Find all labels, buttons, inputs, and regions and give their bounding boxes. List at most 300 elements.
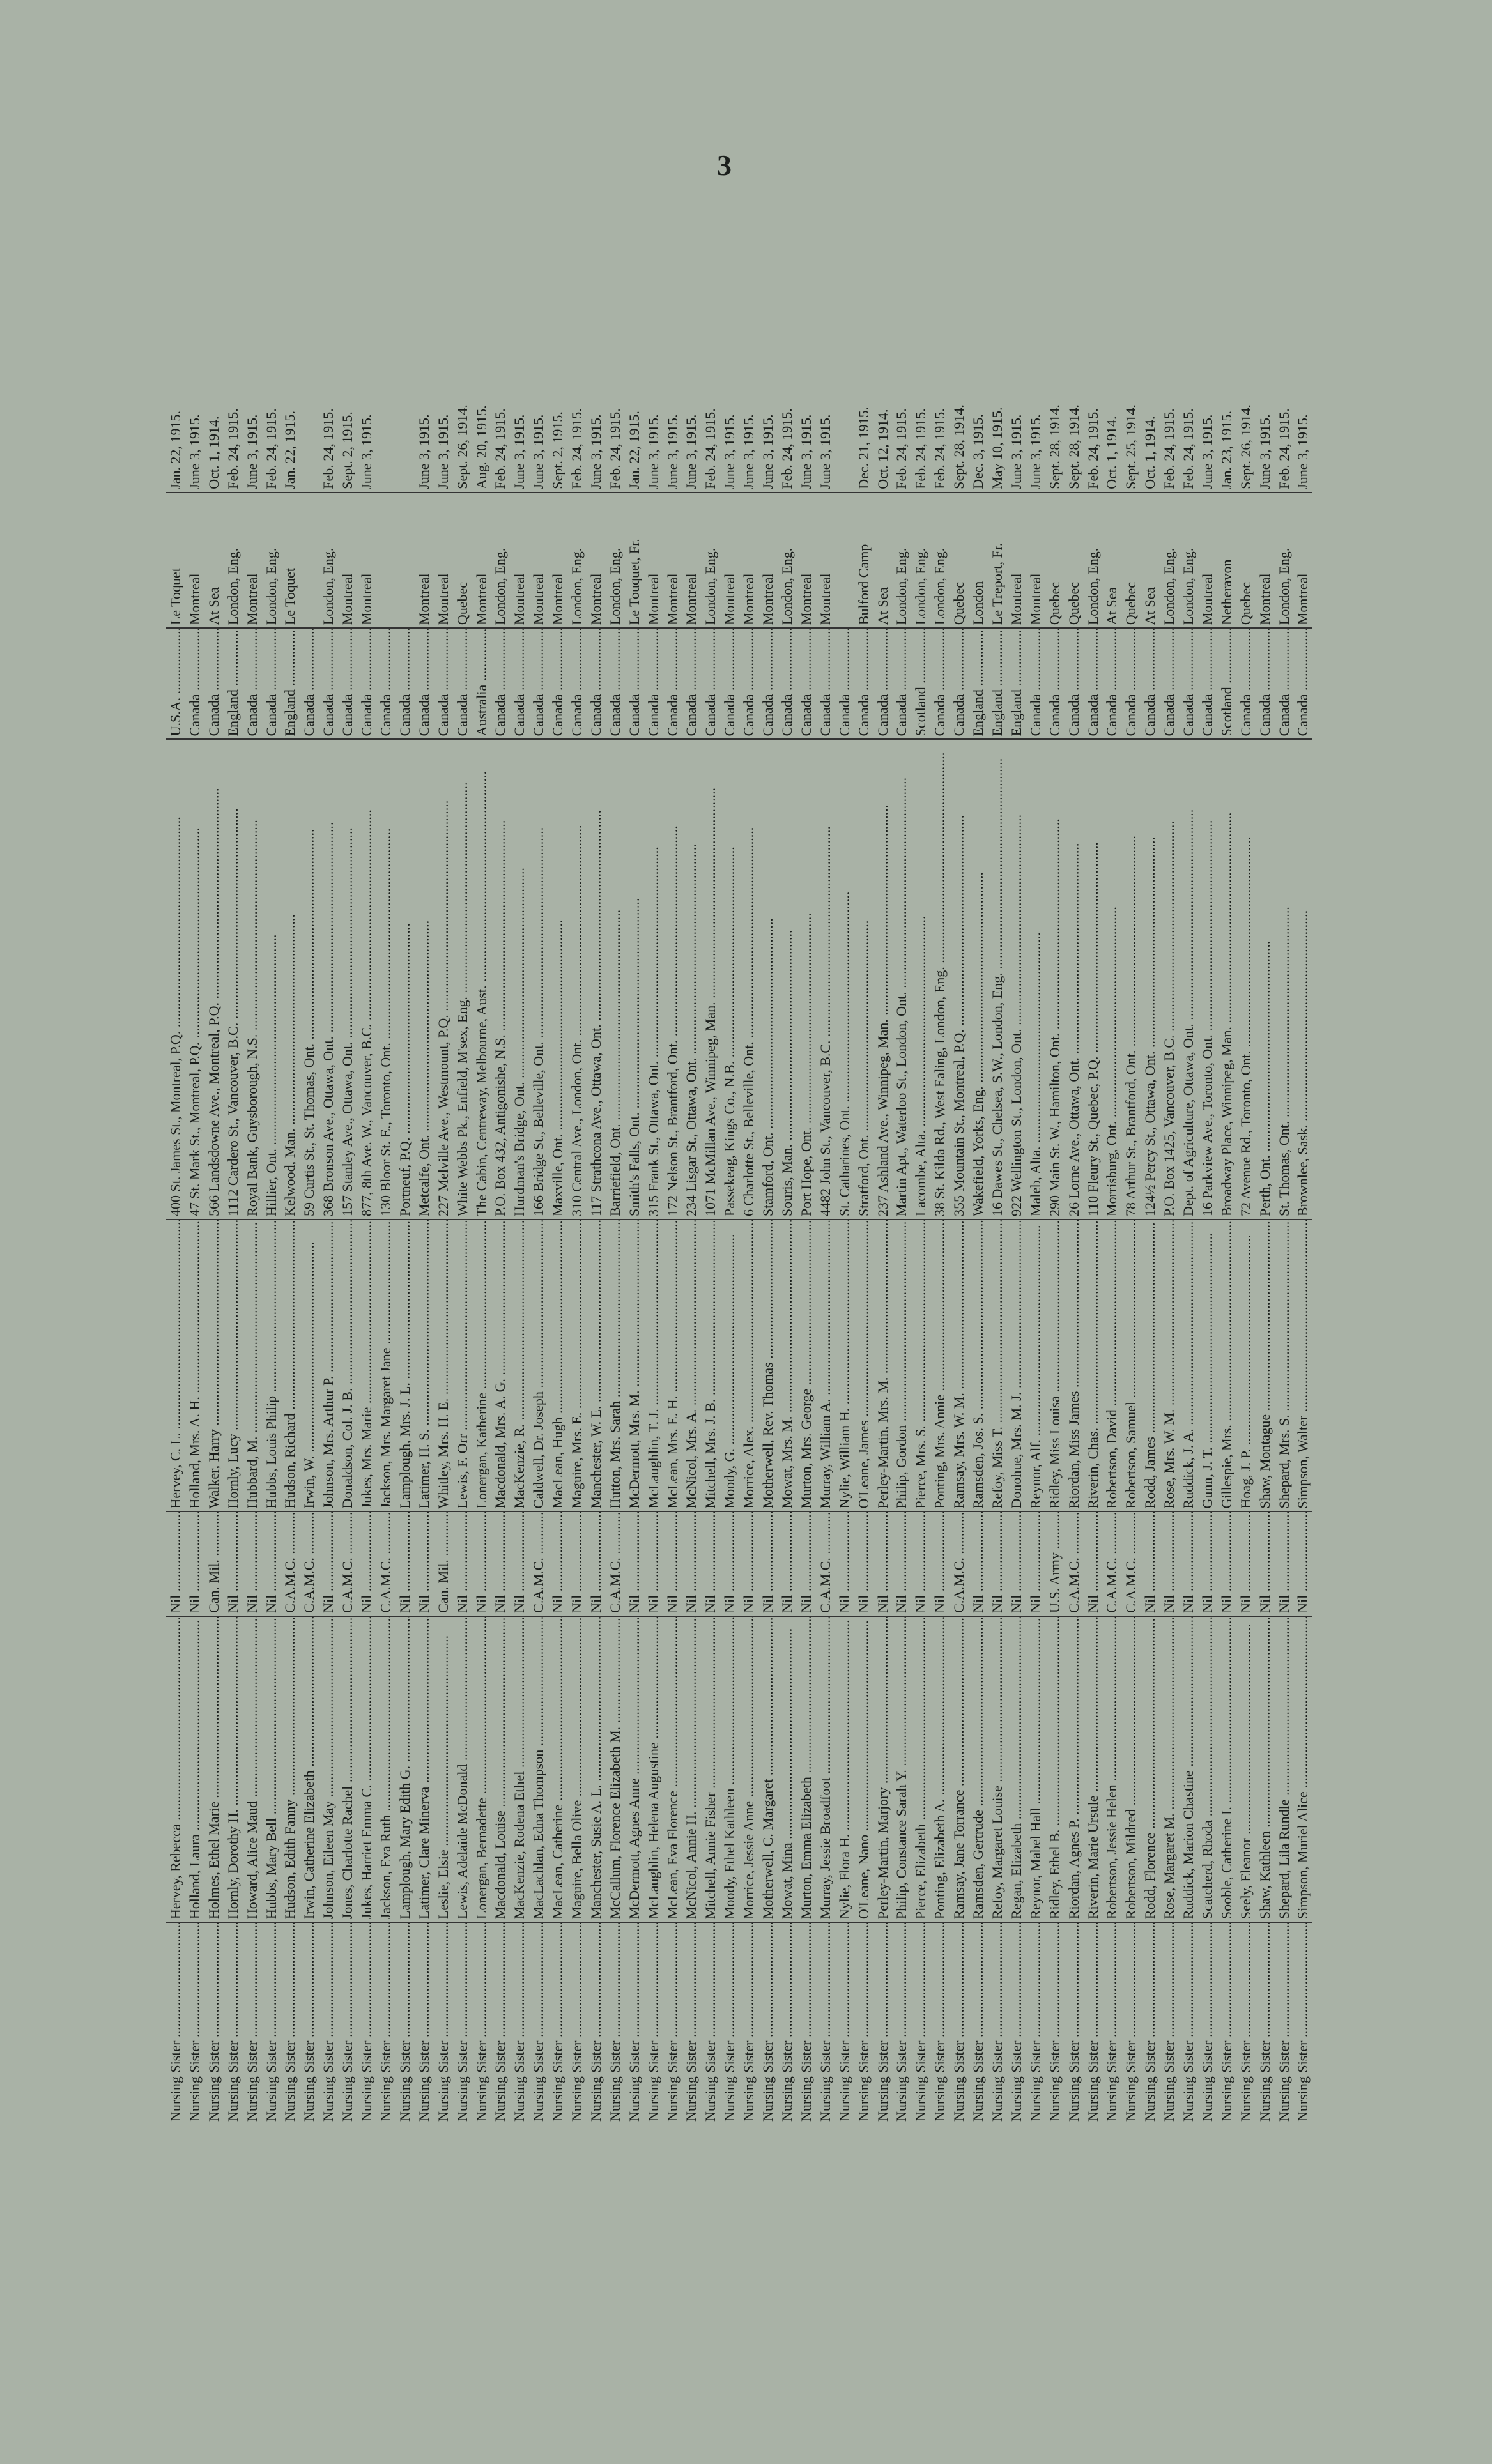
next-of-kin-cell-text: Walker, Harry ..... — [206, 1220, 222, 1508]
name-cell-text: Sooble, Catherine I. ..... — [1219, 1616, 1234, 1919]
next-of-kin-cell — [873, 1220, 893, 1511]
birthplace-cell-text: Canada ..... — [530, 628, 546, 736]
previous-service-cell — [1045, 1511, 1065, 1616]
date-cell-text: Oct. 1, 1914. — [1142, 416, 1158, 489]
previous-service-cell-text: Nil ..... — [1199, 1511, 1215, 1612]
birthplace-cell-text: Canada ..... — [1104, 628, 1119, 736]
address-cell — [1121, 739, 1141, 1220]
address-cell — [529, 739, 548, 1220]
address-cell — [930, 739, 950, 1220]
rank-cell-text: Nursing Sister ..... — [817, 1922, 833, 2122]
birthplace-cell — [319, 628, 338, 739]
name-cell-text: Riordan, Agnes P. ..... — [1066, 1616, 1082, 1919]
table-row — [1198, 214, 1217, 2124]
date-cell-text: June 3, 1915. — [243, 414, 260, 489]
rank-cell — [1293, 1922, 1312, 2124]
place-cell-text: Bulford Camp — [855, 544, 872, 625]
rank-cell-text: Nursing Sister ..... — [167, 1922, 183, 2122]
previous-service-cell-text: C.A.M.C. ..... — [282, 1511, 298, 1612]
address-cell-text: Stratford, Ont. ..... — [856, 921, 872, 1216]
next-of-kin-cell-text: Hoag, J. P. ..... — [1238, 1234, 1254, 1508]
date-cell — [625, 214, 644, 493]
address-cell — [300, 739, 319, 1220]
birthplace-cell — [758, 628, 778, 739]
previous-service-cell-text: Nil ..... — [550, 1511, 565, 1612]
birthplace-cell — [567, 628, 587, 739]
place-cell — [778, 493, 797, 628]
next-of-kin-cell — [224, 1220, 243, 1511]
next-of-kin-cell-text: Ramsay, Mrs. W. M. ..... — [951, 1220, 967, 1508]
place-cell — [1026, 493, 1045, 628]
next-of-kin-cell — [453, 1220, 472, 1511]
birthplace-cell-text: England ..... — [225, 628, 241, 736]
previous-service-cell — [1102, 1511, 1121, 1616]
previous-service-cell-text: Nil ..... — [912, 1511, 928, 1612]
birthplace-cell-text: Canada ..... — [951, 628, 967, 736]
next-of-kin-cell-text: Jukes, Mrs. Marie ..... — [358, 1220, 374, 1508]
birthplace-cell-text: Canada ..... — [1047, 628, 1063, 736]
previous-service-cell — [778, 1511, 797, 1616]
next-of-kin-cell-text: Hudson, Richard ..... — [282, 1220, 298, 1508]
previous-service-cell-text: Nil ..... — [1027, 1511, 1043, 1612]
table-row — [1121, 214, 1141, 2124]
next-of-kin-cell-text: Ponting, Mrs. Annie ..... — [932, 1220, 948, 1508]
next-of-kin-cell-text: Motherwell, Rev. Thomas ..... — [760, 1220, 776, 1508]
next-of-kin-cell — [1026, 1220, 1045, 1511]
address-cell — [701, 739, 720, 1220]
date-cell-text: June 3, 1915. — [721, 414, 738, 489]
birthplace-cell-text: Canada ..... — [1066, 628, 1082, 736]
place-cell — [969, 493, 988, 628]
address-cell — [510, 739, 529, 1220]
date-cell — [1065, 214, 1084, 493]
next-of-kin-cell — [797, 1220, 816, 1511]
name-cell — [892, 1616, 911, 1922]
birthplace-cell — [1256, 628, 1275, 739]
place-cell — [1275, 493, 1294, 628]
address-cell — [472, 739, 491, 1220]
rank-cell — [396, 1922, 415, 2124]
birthplace-cell — [396, 628, 415, 739]
place-cell-text: London, Eng. — [1275, 547, 1292, 625]
date-cell — [491, 214, 510, 493]
name-cell — [911, 1616, 930, 1922]
address-cell-text: Maleb, Alta. ..... — [1027, 932, 1043, 1216]
table-row — [606, 214, 625, 2124]
next-of-kin-cell — [529, 1220, 548, 1511]
birthplace-cell-text: Canada ..... — [339, 628, 355, 736]
birthplace-cell-text: Canada ..... — [1199, 628, 1215, 736]
place-cell-text: Quebec — [1046, 581, 1063, 625]
address-cell-text: Dept. of Agriculture, Ottawa, Ont. ..... — [1180, 809, 1196, 1216]
rank-cell — [243, 1922, 262, 2124]
date-cell-text: June 3, 1915. — [1295, 414, 1311, 489]
rank-cell — [510, 1922, 529, 2124]
table-row — [204, 214, 224, 2124]
birthplace-cell-text: Canada ..... — [244, 628, 260, 736]
place-cell — [1084, 493, 1103, 628]
previous-service-cell-text: C.A.M.C. ..... — [817, 1511, 833, 1612]
name-cell — [816, 1616, 835, 1922]
previous-service-cell-text: Nil ..... — [1295, 1511, 1311, 1612]
place-cell-text: Montreal — [760, 573, 776, 625]
address-cell — [778, 739, 797, 1220]
date-cell-text: Sept. 28, 1914. — [1046, 404, 1063, 489]
name-cell-text: Howard, Alice Maud ..... — [244, 1616, 260, 1919]
rank-cell-text: Nursing Sister ..... — [607, 1922, 623, 2122]
name-cell — [1121, 1616, 1141, 1922]
table-row — [701, 214, 720, 2124]
date-cell-text: Sept. 25, 1914. — [1123, 404, 1139, 489]
place-cell-text: Montreal — [741, 573, 757, 625]
rank-cell-text: Nursing Sister ..... — [951, 1922, 967, 2122]
address-cell — [873, 739, 893, 1220]
address-cell-text: Hurdman's Bridge, Ont. ..... — [511, 868, 527, 1216]
place-cell — [281, 493, 300, 628]
next-of-kin-cell-text: McDermott, Mrs. M. ..... — [626, 1220, 642, 1508]
previous-service-cell — [739, 1511, 758, 1616]
name-cell — [548, 1616, 567, 1922]
address-cell-text: 38 St. Kilda Rd., West Ealing, London, Eng. ..... — [932, 753, 948, 1216]
previous-service-cell — [1198, 1511, 1217, 1616]
name-cell-text: Rose, Margaret M. ..... — [1161, 1616, 1177, 1919]
previous-service-cell-text: Nil ..... — [358, 1511, 374, 1612]
place-cell-text: At Sea — [1104, 586, 1120, 625]
next-of-kin-cell — [1198, 1220, 1217, 1511]
date-cell-text: Feb. 24, 1915. — [932, 408, 948, 489]
address-cell — [415, 739, 434, 1220]
place-cell — [1179, 493, 1198, 628]
next-of-kin-cell — [1179, 1220, 1198, 1511]
birthplace-cell — [1007, 628, 1026, 739]
address-cell-text: 237 Ashland Ave., Winnipeg, Man. ..... — [875, 805, 891, 1216]
next-of-kin-cell — [1236, 1220, 1256, 1511]
table-row — [682, 214, 701, 2124]
next-of-kin-cell-text: McLaughlin, T. J. ..... — [645, 1220, 661, 1508]
date-cell-text: Feb. 24, 1915. — [1275, 408, 1292, 489]
table-row — [491, 214, 510, 2124]
address-cell — [663, 739, 682, 1220]
name-cell — [396, 1616, 415, 1922]
address-cell — [1141, 739, 1160, 1220]
next-of-kin-cell — [185, 1220, 204, 1511]
rank-cell-text: Nursing Sister ..... — [511, 1922, 527, 2122]
date-cell — [778, 214, 797, 493]
next-of-kin-cell — [434, 1220, 453, 1511]
table-row — [988, 214, 1007, 2124]
date-cell-text: Feb. 24, 1915. — [893, 408, 910, 489]
birthplace-cell-text: Canada ..... — [893, 628, 909, 736]
date-cell-text: Feb. 24, 1915. — [569, 408, 585, 489]
next-of-kin-cell-text: Maguire, Mrs. E. ..... — [569, 1220, 585, 1508]
table-row — [224, 214, 243, 2124]
date-cell-text: Aug. 20, 1915. — [473, 405, 489, 489]
name-cell-text: MacLachlan, Edna Thompson ..... — [530, 1616, 546, 1919]
name-cell — [873, 1616, 893, 1922]
rank-cell-text: Nursing Sister ..... — [893, 1922, 909, 2122]
next-of-kin-cell-text: Holland, Mrs. A. H. ..... — [187, 1220, 203, 1508]
previous-service-cell — [911, 1511, 930, 1616]
previous-service-cell-text: Nil ..... — [1180, 1511, 1196, 1612]
previous-service-cell-text: Can. Mil. ..... — [435, 1511, 451, 1612]
name-cell-text: Hudson, Edith Fanny ..... — [282, 1616, 298, 1919]
name-cell — [376, 1616, 396, 1922]
previous-service-cell — [1065, 1511, 1084, 1616]
previous-service-cell — [758, 1511, 778, 1616]
address-cell-text: Lacombe, Alta. ..... — [912, 915, 928, 1216]
rank-cell — [224, 1922, 243, 2124]
place-cell — [930, 493, 950, 628]
name-cell-text: Macdonald, Louise ..... — [492, 1616, 508, 1919]
date-cell — [988, 214, 1007, 493]
address-cell-text: Smith's Falls, Ont. ..... — [626, 898, 642, 1216]
date-cell — [701, 214, 720, 493]
previous-service-cell — [434, 1511, 453, 1616]
date-cell — [1121, 214, 1141, 493]
rank-cell — [281, 1922, 300, 2124]
date-cell-text: June 3, 1915. — [587, 414, 604, 489]
address-cell-text: 355 Mountain St., Montreal, P.Q. ..... — [951, 815, 967, 1216]
next-of-kin-cell — [739, 1220, 758, 1511]
name-cell — [663, 1616, 682, 1922]
rank-cell — [644, 1922, 663, 2124]
next-of-kin-cell-text: Philip, Gordon ..... — [893, 1220, 909, 1508]
date-cell-text: June 3, 1915. — [186, 414, 203, 489]
birthplace-cell-text: Canada ..... — [702, 628, 718, 736]
previous-service-cell-text: Nil ..... — [741, 1511, 757, 1612]
name-cell — [357, 1616, 376, 1922]
birthplace-cell — [1065, 628, 1084, 739]
address-cell — [243, 739, 262, 1220]
address-cell-text: Royal Bank, Guysborough, N.S. ..... — [244, 820, 260, 1216]
name-cell-text: Motherwell, C. Margaret ..... — [760, 1616, 776, 1919]
previous-service-cell — [319, 1511, 338, 1616]
place-cell-text: London, Eng. — [1084, 547, 1101, 625]
address-cell-text: 78 Arthur St., Brantford, Ont. ..... — [1123, 836, 1139, 1216]
rank-cell-text: Nursing Sister ..... — [1199, 1922, 1215, 2122]
rank-cell-text: Nursing Sister ..... — [1066, 1922, 1082, 2122]
previous-service-cell-text: Nil ..... — [244, 1511, 260, 1612]
next-of-kin-cell-text: MacLean, Hugh ..... — [550, 1220, 565, 1508]
birthplace-cell — [988, 628, 1007, 739]
birthplace-cell-text: Canada ..... — [301, 628, 317, 736]
address-cell-text: 1112 Cardero St., Vancouver, B.C. ..... — [225, 808, 241, 1216]
place-cell — [606, 493, 625, 628]
rank-cell — [739, 1922, 758, 2124]
next-of-kin-cell — [816, 1220, 835, 1511]
previous-service-cell — [1275, 1511, 1294, 1616]
next-of-kin-cell-text: Mowat, Mrs. M. ..... — [779, 1220, 795, 1508]
table-row — [969, 214, 988, 2124]
rank-cell — [453, 1922, 472, 2124]
name-cell — [1141, 1616, 1160, 1922]
next-of-kin-cell — [567, 1220, 587, 1511]
address-cell-text: 26 Lorne Ave., Ottawa, Ont. ..... — [1066, 843, 1082, 1216]
next-of-kin-cell-text: Lewis, F. Orr ..... — [454, 1220, 470, 1508]
previous-service-cell-text: Nil ..... — [683, 1511, 699, 1612]
name-cell — [567, 1616, 587, 1922]
name-cell — [224, 1616, 243, 1922]
birthplace-cell-text: Canada ..... — [588, 628, 604, 736]
previous-service-cell-text: Nil ..... — [167, 1511, 183, 1612]
place-cell-text: Quebec — [951, 581, 967, 625]
date-cell — [1160, 214, 1179, 493]
address-cell — [1179, 739, 1198, 1220]
address-cell-text: 400 St. James St., Montreal, P.Q. ..... — [167, 816, 183, 1216]
name-cell-text: Mowat, Mina ..... — [779, 1628, 795, 1919]
previous-service-cell — [262, 1511, 281, 1616]
birthplace-cell — [1045, 628, 1065, 739]
previous-service-cell-text: Nil ..... — [473, 1511, 489, 1612]
next-of-kin-cell-text: Riordan, Miss James ..... — [1066, 1220, 1082, 1508]
rank-cell — [1121, 1922, 1141, 2124]
name-cell — [682, 1616, 701, 1922]
name-cell — [1236, 1616, 1256, 1922]
address-cell — [720, 739, 739, 1220]
address-cell-text: Metcalfe, Ont. ..... — [416, 921, 432, 1216]
place-cell — [166, 493, 185, 628]
name-cell — [835, 1616, 854, 1922]
next-of-kin-cell — [338, 1220, 357, 1511]
birthplace-cell — [1160, 628, 1179, 739]
previous-service-cell — [873, 1511, 893, 1616]
date-cell — [682, 214, 701, 493]
rank-cell-text: Nursing Sister ..... — [1257, 1922, 1273, 2122]
rank-cell-text: Nursing Sister ..... — [1238, 1922, 1254, 2122]
address-cell-text: P.O. Box 432, Antigonishe, N.S. ..... — [492, 820, 508, 1216]
rank-cell — [892, 1922, 911, 2124]
address-cell-text: 6 Charlotte St., Belleville, Ont. ..... — [741, 827, 757, 1216]
rank-cell — [529, 1922, 548, 2124]
table-row — [1084, 214, 1103, 2124]
place-cell — [1256, 493, 1275, 628]
previous-service-cell — [415, 1511, 434, 1616]
previous-service-cell — [338, 1511, 357, 1616]
date-cell-text: Sept. 2, 1915. — [550, 411, 566, 489]
table-row — [644, 214, 663, 2124]
address-cell — [262, 739, 281, 1220]
birthplace-cell — [892, 628, 911, 739]
name-cell-text: Regan, Elizabeth ..... — [1008, 1616, 1024, 1919]
date-cell — [338, 214, 357, 493]
previous-service-cell-text: Nil ..... — [665, 1511, 681, 1612]
address-cell — [1084, 739, 1103, 1220]
next-of-kin-cell — [510, 1220, 529, 1511]
rank-cell — [1141, 1922, 1160, 2124]
name-cell — [1160, 1616, 1179, 1922]
place-cell — [1121, 493, 1141, 628]
date-cell-text: Oct. 1, 1914. — [205, 416, 222, 489]
birthplace-cell-text: Canada ..... — [435, 628, 451, 736]
birthplace-cell — [1141, 628, 1160, 739]
date-cell — [797, 214, 816, 493]
previous-service-cell-text: Nil ..... — [1008, 1511, 1024, 1612]
date-cell — [930, 214, 950, 493]
place-cell — [1217, 493, 1236, 628]
rank-cell — [319, 1922, 338, 2124]
birthplace-cell-text: Canada ..... — [358, 628, 374, 736]
birthplace-cell — [338, 628, 357, 739]
date-cell-text: June 3, 1915. — [741, 414, 757, 489]
next-of-kin-cell-text: Moody, G. ..... — [721, 1234, 737, 1508]
name-cell-text: Manchester, Susie A. L. ..... — [588, 1616, 604, 1919]
previous-service-cell-text: Nil ..... — [798, 1511, 814, 1612]
address-cell — [434, 739, 453, 1220]
date-cell-text: Feb. 24, 1915. — [606, 408, 623, 489]
birthplace-cell — [529, 628, 548, 739]
place-cell — [682, 493, 701, 628]
date-cell — [243, 214, 262, 493]
date-cell-text: Oct. 12, 1914. — [874, 409, 891, 489]
name-cell-text: Jukes, Harriet Emma C. ..... — [358, 1616, 374, 1919]
birthplace-cell-text: Canada ..... — [856, 628, 872, 736]
address-cell — [376, 739, 396, 1220]
next-of-kin-cell-text: MacKenzie, R. ..... — [511, 1220, 527, 1508]
previous-service-cell-text: Nil ..... — [645, 1511, 661, 1612]
table-row — [720, 214, 739, 2124]
name-cell-text: Ridley, Ethel B. ..... — [1047, 1616, 1063, 1919]
rank-cell — [1026, 1922, 1045, 2124]
birthplace-cell-text: Canada ..... — [817, 628, 833, 736]
rank-cell — [816, 1922, 835, 2124]
next-of-kin-cell-text: Robertson, David ..... — [1104, 1220, 1119, 1508]
date-cell — [1026, 214, 1045, 493]
previous-service-cell — [720, 1511, 739, 1616]
address-cell-text: 72 Avenue Rd., Toronto, Ont. ..... — [1238, 836, 1254, 1216]
rank-cell — [1256, 1922, 1275, 2124]
birthplace-cell-text: Canada ..... — [875, 628, 891, 736]
place-cell — [816, 493, 835, 628]
place-cell-text: Montreal — [358, 573, 375, 625]
next-of-kin-cell-text: Manchester, W. E. ..... — [588, 1220, 604, 1508]
next-of-kin-cell-text: McLean, Mrs. E. H. ..... — [665, 1220, 681, 1508]
next-of-kin-cell — [625, 1220, 644, 1511]
birthplace-cell-text: Scotland ..... — [1219, 628, 1234, 736]
previous-service-cell-text: Nil ..... — [511, 1511, 527, 1612]
address-cell — [319, 739, 338, 1220]
table-row — [376, 214, 396, 2124]
name-cell — [319, 1616, 338, 1922]
address-cell-text: Souris, Man. ..... — [779, 930, 795, 1216]
previous-service-cell — [950, 1511, 969, 1616]
next-of-kin-cell-text: Pierce, Mrs. S. ..... — [912, 1220, 928, 1508]
next-of-kin-cell — [1160, 1220, 1179, 1511]
rank-cell-text: Nursing Sister ..... — [1104, 1922, 1119, 2122]
birthplace-cell — [644, 628, 663, 739]
previous-service-cell-text: Nil ..... — [1161, 1511, 1177, 1612]
place-cell — [873, 493, 893, 628]
name-cell-text: McLean, Eva Florence ..... — [665, 1616, 681, 1919]
address-cell-text: 16 Parkview Ave., Toronto, Ont. ..... — [1199, 820, 1215, 1216]
date-cell-text: Jan. 22, 1915. — [282, 410, 298, 489]
birthplace-cell — [969, 628, 988, 739]
place-cell — [1065, 493, 1084, 628]
place-cell-text: London, Eng. — [492, 547, 509, 625]
name-cell-text: Holmes, Ethel Marie ..... — [206, 1616, 222, 1919]
rank-cell — [548, 1922, 567, 2124]
next-of-kin-cell — [396, 1220, 415, 1511]
name-cell-text: Rodd, Florence ..... — [1142, 1618, 1158, 1919]
next-of-kin-cell-text: Perley-Martin, Mrs. M. ..... — [875, 1220, 891, 1508]
rank-cell-text: Nursing Sister ..... — [416, 1922, 432, 2122]
rank-cell — [1065, 1922, 1084, 2124]
rank-cell-text: Nursing Sister ..... — [1123, 1922, 1139, 2122]
name-cell — [529, 1616, 548, 1922]
address-cell — [625, 739, 644, 1220]
next-of-kin-cell — [1007, 1220, 1026, 1511]
rank-cell-text: Nursing Sister ..... — [263, 1922, 279, 2122]
next-of-kin-cell-text: Macdonald, Mrs. A. G. ..... — [492, 1220, 508, 1508]
